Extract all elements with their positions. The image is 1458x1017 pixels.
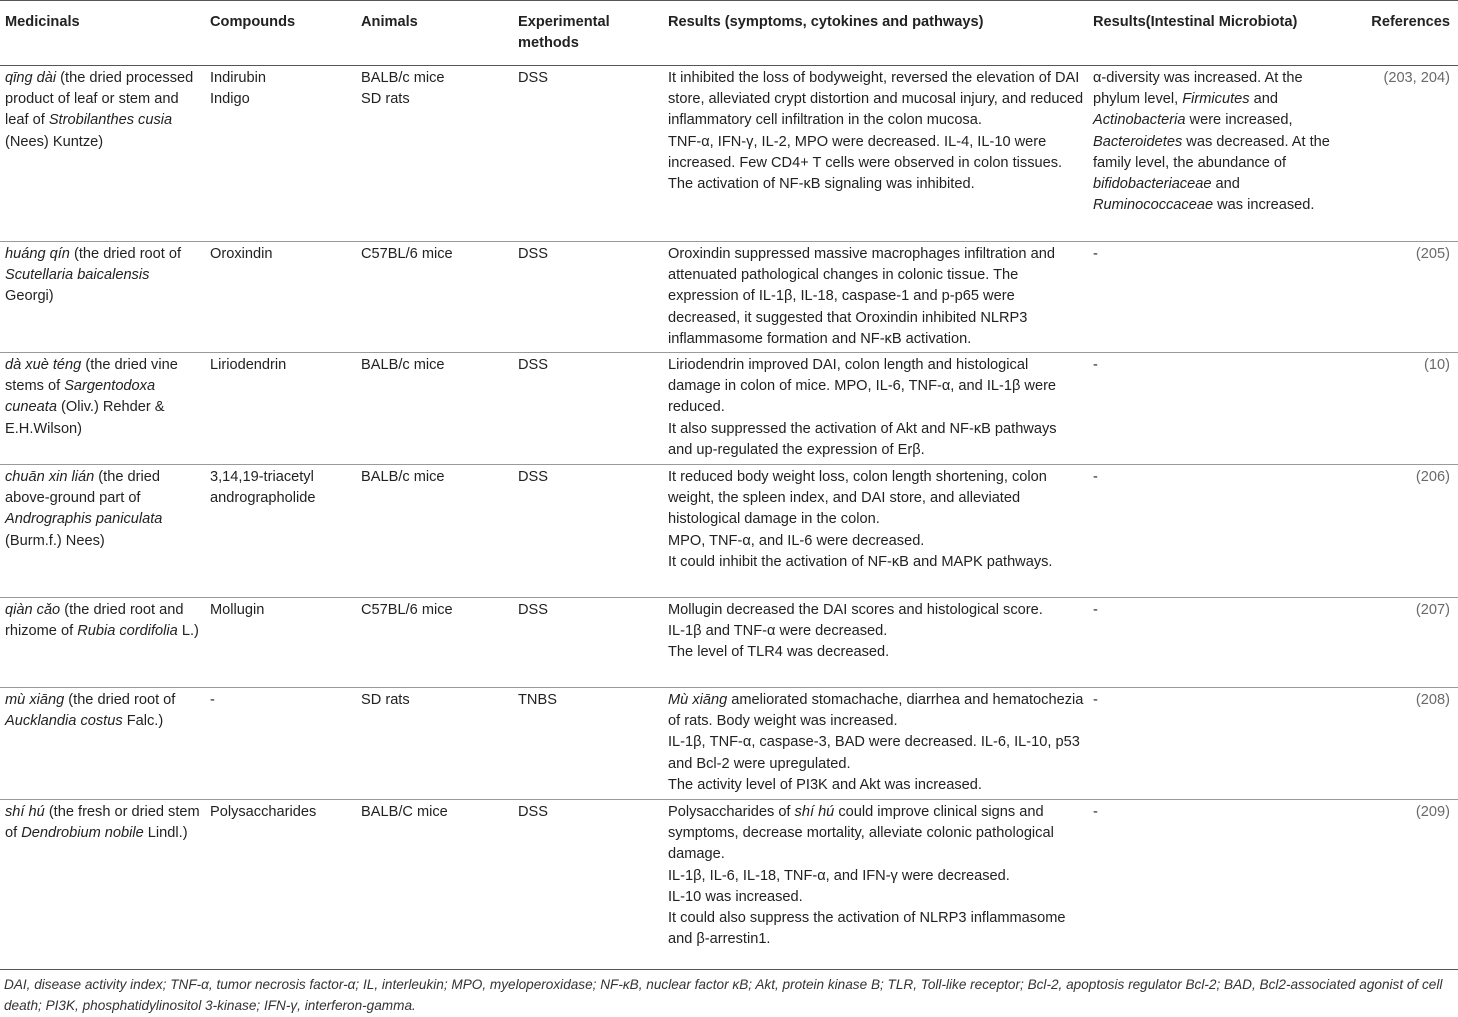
medicinal-authority: Falc.): [122, 713, 164, 730]
result-line: The activation of NF-κB signaling was inhibited.: [668, 176, 975, 193]
animals-cell: [356, 353, 513, 465]
compounds-cell: [205, 688, 356, 800]
reference-link[interactable]: (203, 204): [1353, 66, 1458, 242]
table-row: [0, 465, 1458, 598]
medicinal-authority: (Nees) Kuntze): [5, 133, 104, 150]
result-line: It inhibited the loss of bodyweight, reversed the elevation of DAI store, alleviated crypt distortion and mucosal injury, and reduced inflammatory cell infiltration in the colon mucosa.: [668, 70, 1084, 129]
microbiota-text: was increased.: [1213, 197, 1315, 214]
result-line: IL-10 was increased.: [668, 888, 803, 905]
compounds-cell: [205, 598, 356, 688]
method-cell: TNBS: [513, 688, 663, 800]
header-results: Results (symptoms, cytokines and pathways): [663, 1, 1088, 66]
result-line: Oroxindin suppressed massive macrophages infiltration and attenuated pathological changes in colonic tissue. The expression of IL-1β, IL-18, caspase-1 and p-p65 were decreased, it suggested that Oroxindin inhibited NLRP3 inflammasome formation and NF-κB activation.: [668, 246, 1055, 347]
medicinal-desc: (the dried above-ground part of: [5, 469, 160, 507]
microbiota-taxon: Bacteroidetes: [1093, 133, 1183, 150]
medicinal-species: Aucklandia costus: [5, 713, 123, 730]
result-line: TNF-α, IFN-γ, IL-2, MPO were decreased. IL-4, IL-10 were increased. Few CD4+ T cells were observed in colon tissues.: [668, 133, 1063, 171]
result-line: MPO, TNF-α, and IL-6 were decreased.: [668, 532, 925, 549]
microbiota-cell: -: [1088, 353, 1353, 465]
compound: Indigo: [210, 91, 250, 108]
medicinal-authority: Georgi): [5, 288, 54, 305]
result-line: It could inhibit the activation of NF-κB and MAPK pathways.: [668, 553, 1053, 570]
compound: -: [210, 692, 215, 709]
medicinal-name: mù xiāng: [5, 692, 65, 709]
microbiota-cell: -: [1088, 688, 1353, 800]
result-text: could improve clinical signs and symptoms, decrease mortality, alleviate colonic pathological damage.: [668, 804, 1054, 863]
animal: C57BL/6 mice: [361, 602, 453, 619]
table-row: [0, 66, 1458, 242]
medicinal-desc: (the fresh or dried stem of: [5, 804, 200, 842]
result-line: Mollugin decreased the DAI scores and histological score.: [668, 602, 1043, 619]
medicinal-species: Strobilanthes cusia: [48, 112, 173, 129]
medicinal-authority: L.): [177, 623, 199, 640]
compound: Mollugin: [210, 602, 265, 619]
animal: BALB/C mice: [361, 804, 448, 821]
medicinal-name: shí hú: [5, 804, 45, 821]
result-line: It reduced body weight loss, colon length shortening, colon weight, the spleen index, and DAI store, and alleviated histological damage in the colon.: [668, 469, 1047, 528]
result-line: It could also suppress the activation of NLRP3 inflammasome and β-arrestin1.: [668, 910, 1066, 948]
medicinal-species: Andrographis paniculata: [5, 511, 163, 528]
animal: BALB/c mice: [361, 469, 445, 486]
animals-cell: [356, 800, 513, 953]
medicinal-authority: (Burm.f.) Nees): [5, 532, 105, 549]
medicinal-desc: (the dried root and rhizome of: [5, 602, 184, 640]
compounds-cell: [205, 66, 356, 242]
header-medicinals: Medicinals: [0, 1, 205, 66]
reference-link[interactable]: (206): [1353, 465, 1458, 598]
medicinal-cell: [0, 242, 205, 353]
result-line: IL-1β and TNF-α were decreased.: [668, 623, 888, 640]
animal: BALB/c mice: [361, 357, 445, 374]
medicinal-species: Sargentodoxa cuneata: [5, 378, 156, 416]
microbiota-taxon: Actinobacteria: [1093, 112, 1186, 129]
microbiota-taxon: Ruminococcaceae: [1093, 197, 1214, 214]
result-line: [668, 802, 1084, 866]
animals-cell: [356, 688, 513, 800]
medicinal-cell: [0, 688, 205, 800]
results-cell: [663, 353, 1088, 465]
medicinal-cell: [0, 800, 205, 953]
result-lead: shí hú: [794, 804, 835, 821]
medicinal-authority: (Oliv.) Rehder & E.H.Wilson): [5, 399, 165, 437]
result-line: [668, 690, 1084, 732]
medicinal-species: Scutellaria baicalensis: [5, 267, 150, 284]
medicinal-desc: (the dried root of: [64, 692, 176, 709]
header-animals: Animals: [356, 1, 513, 66]
result-lead: Mù xiāng: [668, 692, 728, 709]
compound: Oroxindin: [210, 246, 273, 262]
result-text: Polysaccharides of: [668, 804, 795, 821]
reference-link[interactable]: (10): [1353, 353, 1458, 465]
animal: C57BL/6 mice: [361, 246, 453, 262]
header-methods: Experimental methods: [513, 1, 663, 66]
reference-link[interactable]: (208): [1353, 688, 1458, 800]
medicinal-species: Dendrobium nobile: [21, 825, 144, 842]
compounds-cell: [205, 800, 356, 953]
result-text: ameliorated stomachache, diarrhea and hematochezia of rats. Body weight was increased.: [668, 692, 1084, 730]
result-line: The level of TLR4 was decreased.: [668, 644, 890, 661]
medicinal-desc: (the dried vine stems of: [5, 357, 178, 395]
reference-link[interactable]: (205): [1353, 242, 1458, 353]
medicinal-species: Rubia cordifolia: [77, 623, 178, 640]
table-row: [0, 688, 1458, 800]
table-row: [0, 598, 1458, 688]
result-line: IL-1β, TNF-α, caspase-3, BAD were decreased. IL-6, IL-10, p53 and Bcl-2 were upregulated.: [668, 734, 1080, 772]
microbiota-text: was decreased. At the family level, the abundance of: [1093, 133, 1330, 171]
table-header-row: [0, 1, 1458, 66]
medicinal-desc: (the dried processed product of leaf or stem and leaf of: [5, 70, 194, 129]
microbiota-cell: -: [1088, 242, 1353, 353]
animals-cell: [356, 598, 513, 688]
microbiota-taxon: bifidobacteriaceae: [1093, 176, 1212, 193]
microbiota-text: α-diversity was increased. At the phylum level,: [1093, 70, 1303, 108]
table-row: [0, 242, 1458, 353]
method-cell: DSS: [513, 242, 663, 353]
medicinal-authority: Lindl.): [143, 825, 188, 842]
compound: Polysaccharides: [210, 804, 317, 821]
medicinal-desc: (the dried root of: [69, 246, 182, 262]
medicinal-cell: [0, 598, 205, 688]
header-references: References: [1353, 1, 1458, 66]
results-cell: [663, 465, 1088, 598]
results-cell: [663, 242, 1088, 353]
results-cell: [663, 598, 1088, 688]
microbiota-cell: -: [1093, 804, 1098, 821]
medicinal-name: dà xuè téng: [5, 357, 82, 374]
result-line: It also suppressed the activation of Akt and NF-κB pathways and up-regulated the expression of Erβ.: [668, 420, 1057, 458]
compound: Liriodendrin: [210, 357, 287, 374]
table-row: [0, 800, 1458, 953]
method-cell: DSS: [513, 353, 663, 465]
result-line: Liriodendrin improved DAI, colon length and histological damage in colon of mice. MPO, IL-6, TNF-α, and IL-1β were reduced.: [668, 357, 1057, 416]
footer-divider: [0, 969, 1458, 970]
microbiota-text: and: [1249, 91, 1278, 108]
medicinal-name: qiàn cǎo: [5, 602, 61, 619]
method-cell: DSS: [518, 804, 549, 821]
microbiota-cell: -: [1088, 465, 1353, 598]
header-compounds: Compounds: [205, 1, 356, 66]
animal: SD rats: [361, 692, 410, 709]
table-footnote: DAI, disease activity index; TNF-α, tumor necrosis factor-α; IL, interleukin; MPO, myeloperoxidase; NF-κB, nuclear factor κB; Akt, protein kinase B; TLR, Toll-like receptor; Bcl-2, apoptosis regulator Bcl-2; BAD, Bcl2-associated agonist of cell death; PI3K, phosphatidylinositol 3-kinase; IFN-γ, interferon-gamma.: [4, 977, 1443, 1013]
compounds-cell: [205, 465, 356, 598]
compounds-cell: [205, 242, 356, 353]
result-line: IL-1β, IL-6, IL-18, TNF-α, and IFN-γ were decreased.: [668, 867, 1010, 884]
microbiota-text: and: [1211, 176, 1240, 193]
header-microbiota: Results(Intestinal Microbiota): [1088, 1, 1353, 66]
microbiota-taxon: Firmicutes: [1182, 91, 1250, 108]
microbiota-cell: -: [1088, 598, 1353, 688]
animals-cell: [356, 465, 513, 598]
medicinal-cell: [0, 465, 205, 598]
medicinal-cell: [0, 66, 205, 242]
compound: 3,14,19-triacetyl andrographolide: [210, 469, 316, 507]
compound: Indirubin: [210, 70, 266, 86]
method-cell: DSS: [513, 465, 663, 598]
table-row: [0, 353, 1458, 465]
medicinal-name: huáng qín: [5, 246, 70, 262]
method-cell: DSS: [513, 598, 663, 688]
microbiota-cell: [1088, 66, 1353, 242]
compounds-cell: [205, 353, 356, 465]
microbiota-text: were increased,: [1185, 112, 1293, 129]
results-cell: [663, 66, 1088, 242]
medicinal-cell: [0, 353, 205, 465]
animals-cell: [356, 66, 513, 242]
results-cell: [663, 688, 1088, 800]
reference-link[interactable]: (209): [1415, 804, 1450, 821]
medicinal-name: qīng dài: [5, 70, 57, 86]
animal: SD rats: [361, 91, 410, 108]
results-cell: [663, 800, 1088, 953]
animals-cell: [356, 242, 513, 353]
result-line: The activity level of PI3K and Akt was increased.: [668, 776, 982, 793]
medicinal-name: chuān xin lián: [5, 469, 95, 486]
method-cell: DSS: [513, 66, 663, 242]
reference-link[interactable]: (207): [1353, 598, 1458, 688]
animal: BALB/c mice: [361, 70, 445, 86]
